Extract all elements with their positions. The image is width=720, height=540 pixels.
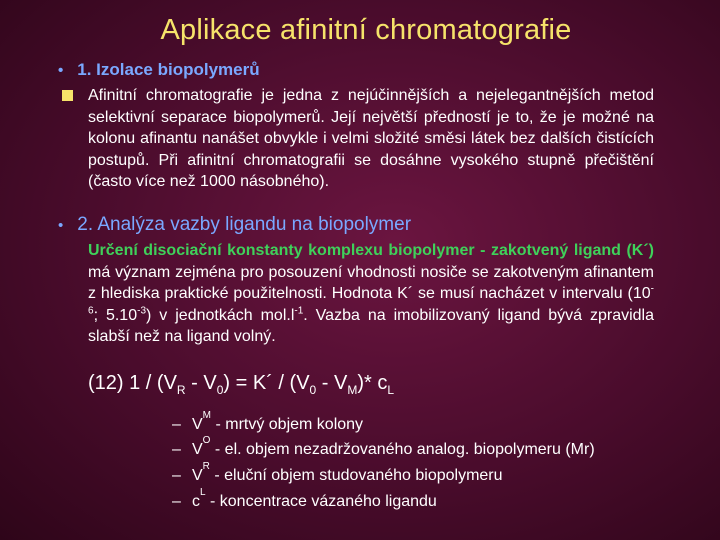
- legend-subscript: O: [202, 435, 211, 446]
- equation-subscript: L: [387, 383, 395, 397]
- exponent: -1: [294, 305, 304, 317]
- legend-subscript: L: [200, 487, 206, 498]
- equation-part: (12) 1 / (V: [88, 372, 177, 394]
- bullet-icon: •: [58, 217, 64, 234]
- legend-item: [172, 435, 595, 459]
- paragraph-text: ) v jednotkách mol.l: [146, 306, 295, 324]
- legend-subscript: R: [202, 461, 210, 472]
- legend-item: [172, 461, 503, 485]
- legend-text: - mrtvý objem kolony: [211, 416, 364, 433]
- equation-subscript: M: [347, 383, 358, 397]
- legend-text: - koncentrace vázaného ligandu: [205, 493, 437, 510]
- bullet-icon: •: [58, 62, 64, 79]
- legend-symbol: V: [192, 467, 203, 484]
- dash-icon: –: [172, 493, 181, 510]
- legend-item: [172, 487, 437, 511]
- legend-symbol: c: [192, 493, 200, 510]
- legend-text: - eluční objem studovaného biopolymeru: [209, 467, 503, 484]
- dash-icon: –: [172, 416, 181, 433]
- section1-paragraph: Afinitní chromatografie je jedna z nejúčinnějších a nejelegantnějších metod selektivní separace biopolymerů. Její největší předností je to, že je možné na kolonu afinantu nanášet obvykle i velmi složité směsi látek bez dalších čistících postupů. Při afinitní chromatografii se dosáhne vysokého stupně přečištění (často více než 1000 násobného).: [88, 87, 654, 190]
- paragraph-text: má význam zejména pro posouzení vhodnosti nosiče se zakotveným afinantem z hlediska praktické použitelnosti. Hodnota K´ se musí nacházet v intervalu (10: [88, 263, 654, 302]
- section1-heading: 1. Izolace biopolymerů: [77, 60, 260, 79]
- equation-subscript: 0: [309, 383, 317, 397]
- paragraph-text: . Vazba na imobilizovaný ligand bývá zpravidla slabší než na ligand volný.: [88, 306, 654, 345]
- equation-part: - V: [185, 372, 217, 394]
- legend-item: [172, 410, 364, 434]
- legend-subscript: M: [202, 410, 212, 421]
- dash-icon: –: [172, 467, 181, 484]
- section2-heading: 2. Analýza vazby ligandu na biopolymer: [77, 214, 412, 235]
- legend-symbol: V: [192, 416, 203, 433]
- equation: [88, 372, 394, 395]
- section2-paragraph: [88, 240, 654, 348]
- exponent: -6: [88, 283, 654, 317]
- paragraph-text: ; 5.10: [93, 306, 138, 324]
- equation-part: )* c: [357, 372, 388, 394]
- dissociation-constant-lead: Určení disociační konstanty komplexu biopolymer - zakotvený ligand (K´): [88, 242, 654, 259]
- legend-symbol: V: [192, 441, 203, 458]
- equation-part: ) = K´ / (V: [223, 372, 310, 394]
- slide-title: Aplikace afinitní chromatografie: [160, 14, 572, 46]
- dash-icon: –: [172, 441, 181, 458]
- section2-heading-row: [58, 214, 411, 236]
- exponent: -3: [137, 305, 147, 317]
- equation-subscript: R: [176, 383, 186, 397]
- equation-subscript: 0: [216, 383, 224, 397]
- legend-text: - el. objem nezadržovaného analog. biopolymeru (Mr): [210, 441, 595, 458]
- section1-heading-row: [58, 60, 260, 80]
- square-bullet-icon: [62, 90, 73, 101]
- equation-part: - V: [316, 372, 348, 394]
